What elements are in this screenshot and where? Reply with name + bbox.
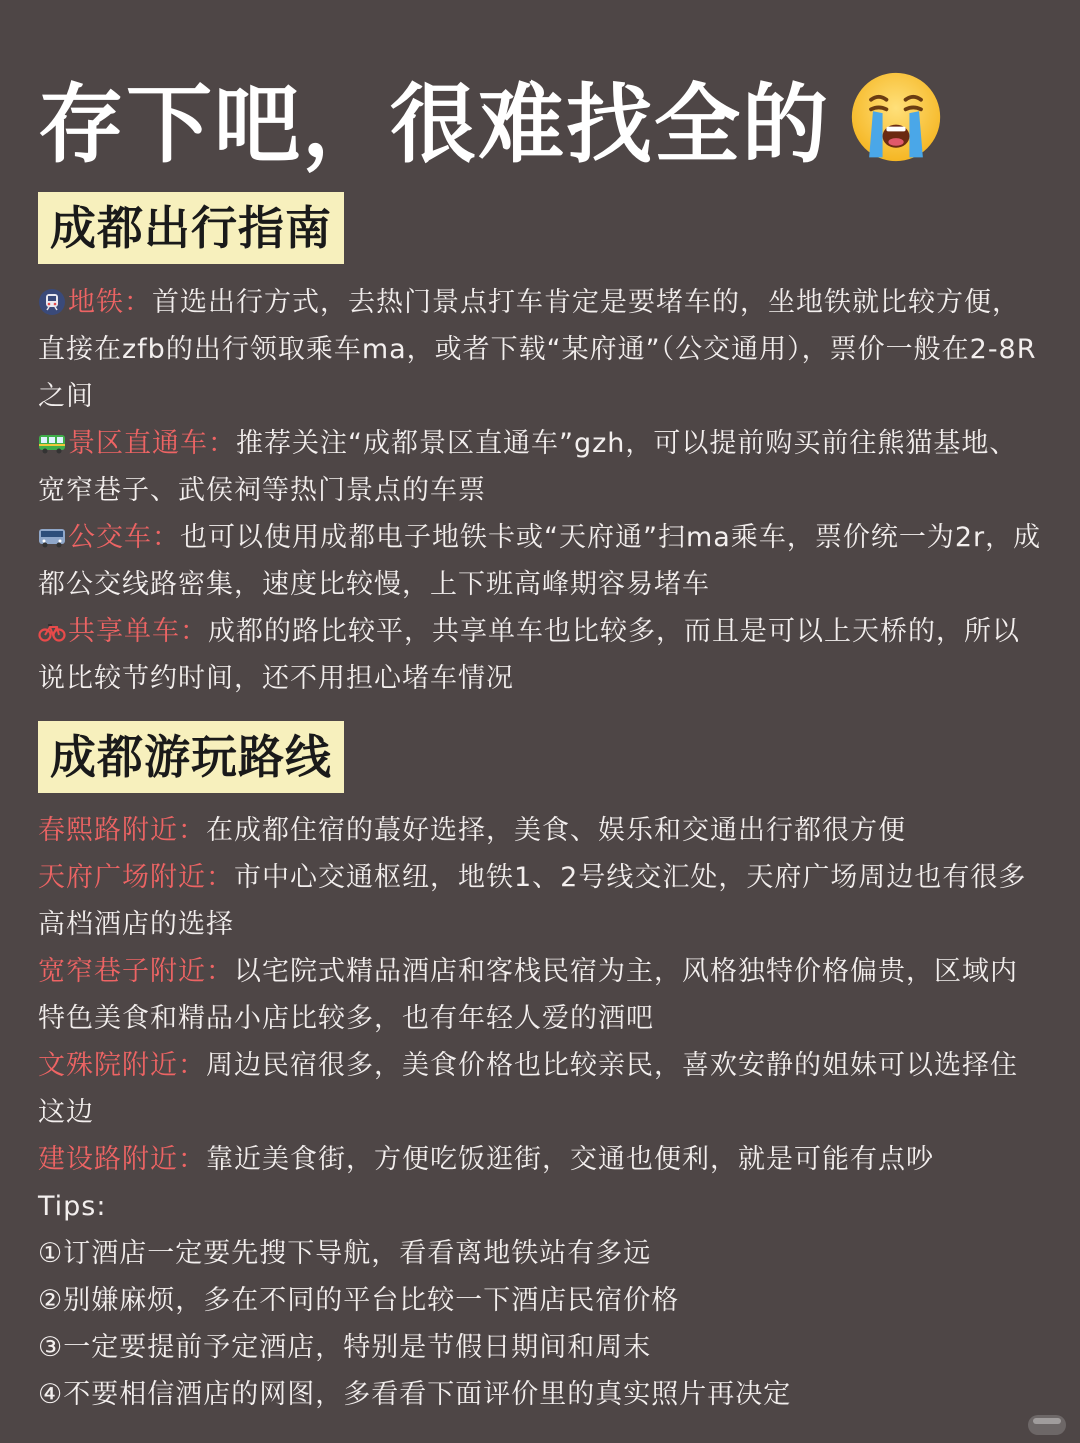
list-item-label: 建设路附近： <box>38 1144 206 1175</box>
list-item-text: 推荐关注“成都景区直通车”gzh，可以提前购买前往熊猫基地、宽窄巷子、武侯祠等热门景点的车票 <box>38 428 1018 506</box>
list-item <box>38 807 1042 854</box>
tip-item: ①订酒店一定要先搜下导航，看看离地铁站有多远 <box>38 1238 652 1269</box>
bicycle-icon <box>38 617 66 645</box>
tip-item: ④不要相信酒店的网图，多看看下面评价里的真实照片再决定 <box>38 1379 792 1410</box>
list-item-text: 市中心交通枢纽，地铁1、2号线交汇处，天府广场周边也有很多高档酒店的选择 <box>38 862 1027 940</box>
travel-guide-list <box>38 279 1042 702</box>
list-item <box>38 1042 1042 1136</box>
list-item-label: 景区直通车： <box>68 428 236 459</box>
list-item <box>38 854 1042 948</box>
list-item-text: 成都的路比较平，共享单车也比较多，而且是可以上天桥的，所以说比较节约时间，还不用担心堵车情况 <box>38 616 1020 694</box>
watermark-logo <box>1028 1415 1066 1435</box>
tip-item: ②别嫌麻烦，多在不同的平台比较一下酒店民宿价格 <box>38 1285 680 1316</box>
section-heading-play-route: 成都游玩路线 <box>38 721 344 793</box>
section-heading-travel-guide: 成都出行指南 <box>38 192 344 264</box>
list-item <box>38 608 1042 702</box>
list-item <box>38 420 1042 514</box>
watermark-logo-icon <box>1032 1415 1062 1427</box>
bus-icon <box>38 429 66 457</box>
list-item-label: 地铁： <box>68 287 152 318</box>
metro-train-icon <box>38 288 66 316</box>
list-item-label: 宽窄巷子附近： <box>38 956 234 987</box>
list-item-text: 在成都住宿的蕞好选择，美食、娱乐和交通出行都很方便 <box>206 815 906 846</box>
list-item-text: 也可以使用成都电子地铁卡或“天府通”扫ma乘车，票价统一为2r，成都公交线路密集，速度比较慢，上下班高峰期容易堵车 <box>38 522 1042 600</box>
page-title-text: 存下吧，很难找全的 <box>38 75 830 175</box>
list-item-label: 天府广场附近： <box>38 862 234 893</box>
page-title <box>38 62 944 175</box>
loudly-crying-face-icon <box>848 69 944 165</box>
list-item-text: 首选出行方式，去热门景点打车肯定是要堵车的，坐地铁就比较方便，直接在zfb的出行领取乘车ma，或者下载“某府通”（公交通用），票价一般在2-8R之间 <box>38 287 1037 412</box>
list-item-label: 春熙路附近： <box>38 815 206 846</box>
list-item <box>38 948 1042 1042</box>
list-item-label: 共享单车： <box>68 616 208 647</box>
list-item <box>38 279 1042 420</box>
list-item-text: 靠近美食街，方便吃饭逛街，交通也便利，就是可能有点吵 <box>206 1144 934 1175</box>
tip-item: ③一定要提前予定酒店，特别是节假日期间和周末 <box>38 1332 652 1363</box>
tips-heading: Tips: <box>38 1191 107 1222</box>
list-item <box>38 514 1042 608</box>
bus-front-icon <box>38 523 66 551</box>
list-item-label: 文殊院附近： <box>38 1050 206 1081</box>
list-item-label: 公交车： <box>68 522 180 553</box>
list-item <box>38 1136 1042 1183</box>
play-route-list <box>38 807 1042 1418</box>
list-item-text: 以宅院式精品酒店和客栈民宿为主，风格独特价格偏贵，区域内特色美食和精品小店比较多，也有年轻人爱的酒吧 <box>38 956 1018 1034</box>
list-item-text: 周边民宿很多，美食价格也比较亲民，喜欢安静的姐妹可以选择住这边 <box>38 1050 1018 1128</box>
